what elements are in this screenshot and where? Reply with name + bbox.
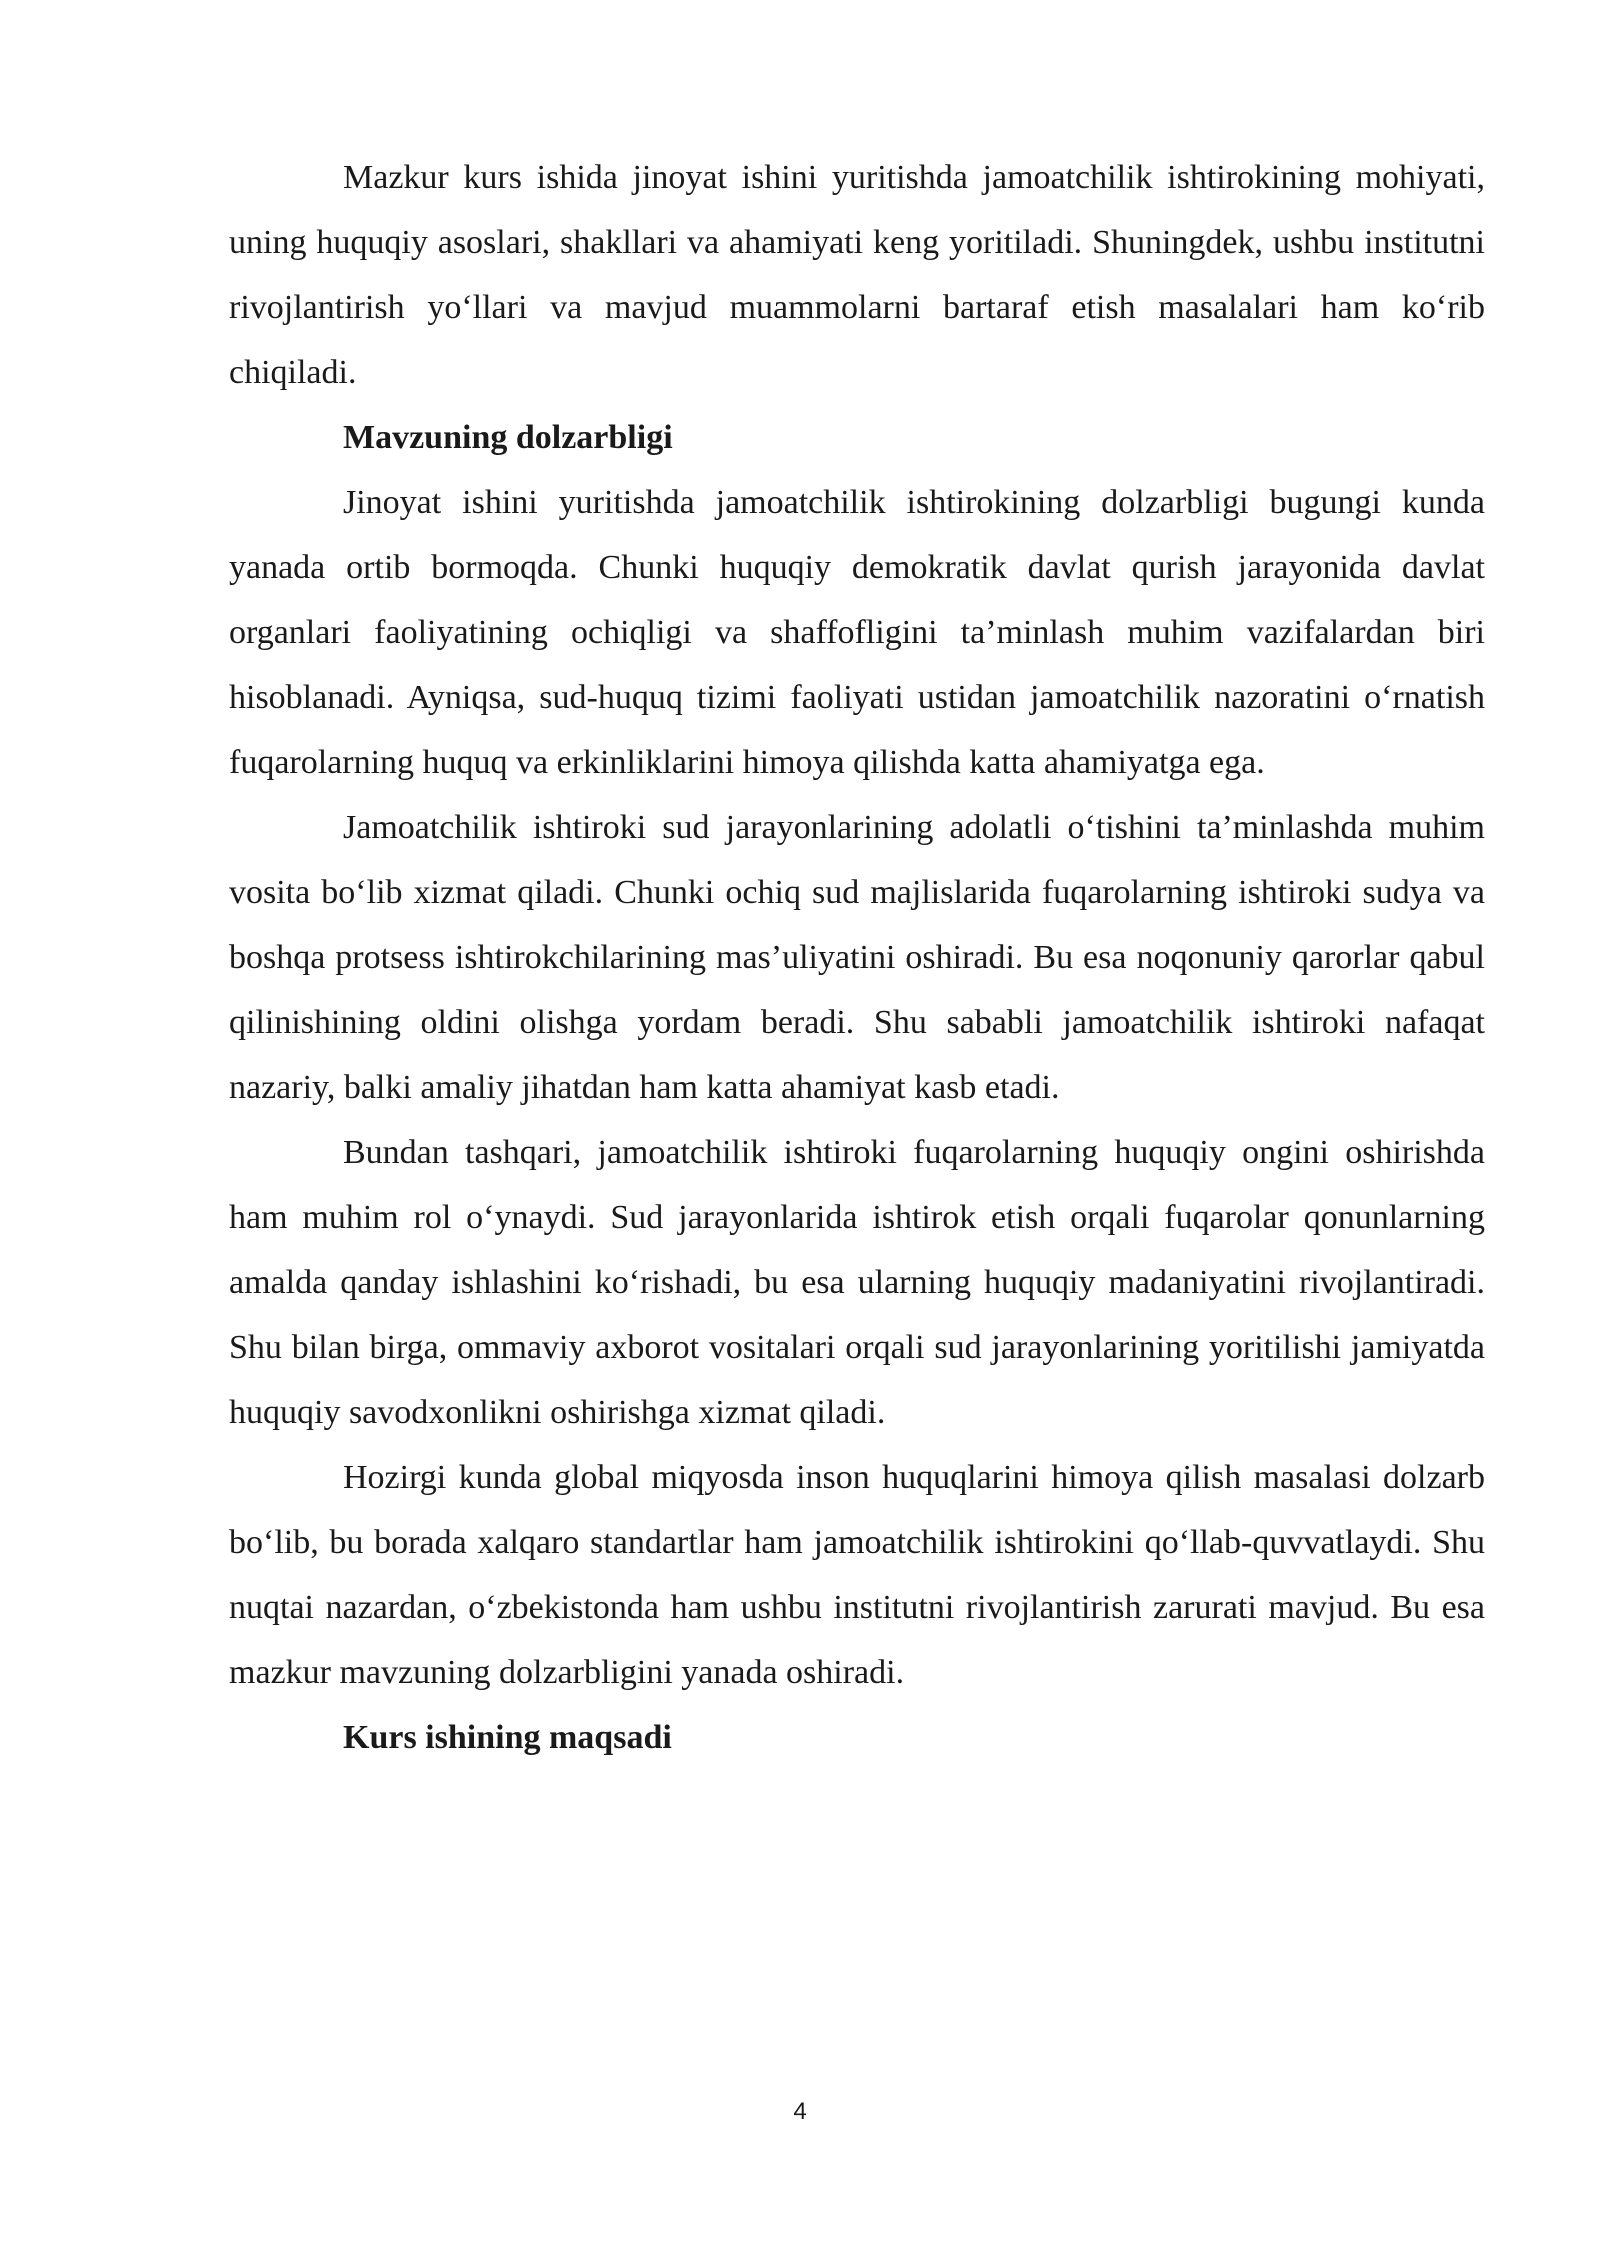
- paragraph-intro: Mazkur kurs ishida jinoyat ishini yuritishda jamoatchilik ishtirokining mohiyati, uning huquqiy asoslari, shakllari va ahamiyati keng yoritiladi. Shuningdek, ushbu institutni rivojlantirish yo‘llari va mavjud muammolarni bartaraf etish masalalari ham ko‘rib chiqiladi.: [229, 159, 1485, 391]
- section-heading-goal: Kurs ishining maqsadi: [343, 1719, 672, 1756]
- paragraph-public-participation: Jamoatchilik ishtiroki sud jarayonlarining adolatli o‘tishini ta’minlashda muhim vosita bo‘lib xizmat qiladi. Chunki ochiq sud majlislarida fuqarolarning ishtiroki sudya va boshqa protsess ishtirokchilarining mas’uliyatini oshiradi. Bu esa noqonuniy qarorlar qabul qilinishining oldini olishga yordam beradi. Shu sababli jamoatchilik ishtiroki nafaqat nazariy, balki amaliy jihatdan ham katta ahamiyat kasb etadi.: [229, 809, 1485, 1106]
- page-content: [229, 145, 1485, 1770]
- paragraph-relevance: Jinoyat ishini yuritishda jamoatchilik ishtirokining dolzarbligi bugungi kunda yanada ortib bormoqda. Chunki huquqiy demokratik davlat qurish jarayonida davlat organlari faoliyatining ochiqligi va shaffofligini ta’minlash muhim vazifalardan biri hisoblanadi. Ayniqsa, sud-huquq tizimi faoliyati ustidan jamoatchilik nazoratini o‘rnatish fuqarolarning huquq va erkinliklarini himoya qilishda katta ahamiyatga ega.: [229, 484, 1485, 781]
- paragraph-global-context: Hozirgi kunda global miqyosda inson huquqlarini himoya qilish masalasi dolzarb bo‘lib, bu borada xalqaro standartlar ham jamoatchilik ishtirokini qo‘llab-quvvatlaydi. Shu nuqtai nazardan, o‘zbekistonda ham ushbu institutni rivojlantirish zarurati mavjud. Bu esa mazkur mavzuning dolzarbligini yanada oshiradi.: [229, 1459, 1485, 1691]
- section-heading-relevance: Mavzuning dolzarbligi: [343, 419, 673, 456]
- page-number: 4: [793, 2098, 807, 2125]
- paragraph-legal-awareness: Bundan tashqari, jamoatchilik ishtiroki fuqarolarning huquqiy ongini oshirishda ham muhim rol o‘ynaydi. Sud jarayonlarida ishtirok etish orqali fuqarolar qonunlarning amalda qanday ishlashini ko‘rishadi, bu esa ularning huquqiy madaniyatini rivojlantiradi. Shu bilan birga, ommaviy axborot vositalari orqali sud jarayonlarining yoritilishi jamiyatda huquqiy savodxonlikni oshirishga xizmat qiladi.: [229, 1134, 1485, 1431]
